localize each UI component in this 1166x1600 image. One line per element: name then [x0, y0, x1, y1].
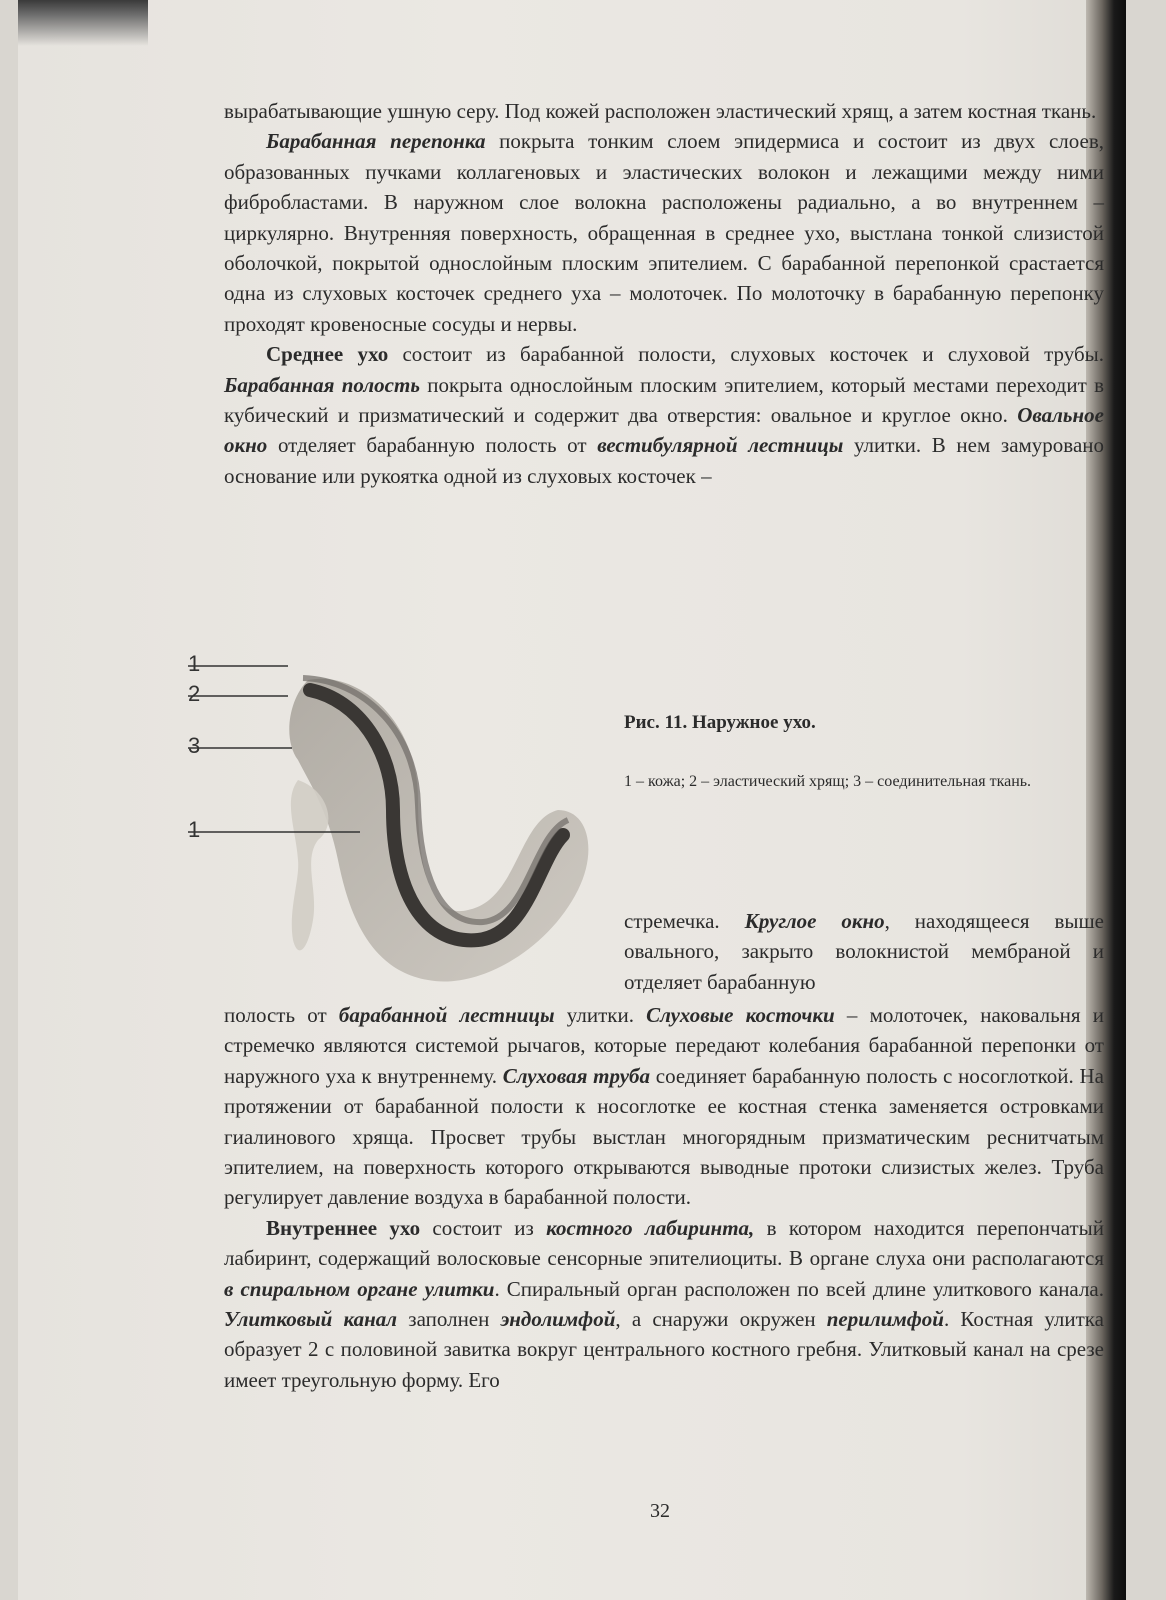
- text-block-top: [224, 96, 1104, 491]
- paragraph-1: вырабатывающие ушную серу. Под кожей расположен эластический хрящ, а затем костная ткань.: [224, 99, 1097, 123]
- figure-label-2: 2: [188, 681, 201, 706]
- figure-label-1b: 1: [188, 817, 201, 842]
- page-corner-shadow: [18, 0, 148, 46]
- paragraph-middle-ear: Среднее ухо состоит из барабанной полости, слуховых косточек и слуховой трубы. Барабанная полость покрыта однослойным плоским эпителием, который местами переходит в кубический и призматический и содержит два отверстия: овальное и круглое окно. Овальное окно отделяет барабанную полость от вестибулярной лестницы улитки. В нем замуровано основание или рукоятка одной из слуховых косточек –: [224, 342, 1105, 488]
- figure-label-1a: 1: [188, 651, 201, 676]
- text-beside-figure: стремечка. Круглое окно, находящееся выше овального, закрыто волокнистой мембраной и отделяет барабанную: [624, 909, 1104, 994]
- figure-label-3: 3: [188, 733, 201, 758]
- paragraph-inner-ear: Внутреннее ухо состоит из костного лабиринта, в котором находится перепончатый лабиринт, содержащий волосковые сенсорные эпителиоциты. В органе слуха они располагаются в спиральном органе улитки. Спиральный орган расположен по всей длине улиткового канала. Улитковый канал заполнен эндолимфой, а снаружи окружен перилимфой. Костная улитка образует 2 с половиной завитка вокруг центрального костного гребня. Улитковый канал на срезе имеет треугольную форму. Его: [224, 1215, 1104, 1392]
- figure-outer-ear-image: [188, 660, 608, 1000]
- paragraph-auditory: полость от барабанной лестницы улитки. Слуховые косточки – молоточек, наковальня и стремечко являются системой рычагов, которые передают колебания барабанной перепонки от наружного уха к внутреннему. Слуховая труба соединяет барабанную полость с носоглоткой. На протяжении от барабанной полости к носоглотке ее костная стенка заменяется островками гиалинового хряща. Просвет трубы выстлан многорядным призматическим реснитчатым эпителием, на поверхность которого открываются выводные протоки слизистых желез. Труба регулирует давление воздуха в барабанной полости.: [224, 1003, 1105, 1210]
- figure-title: Рис. 11. Наружное ухо.: [624, 712, 816, 733]
- page-number: 32: [650, 1500, 670, 1522]
- paragraph-tympanic-membrane: Барабанная перепонка покрыта тонким слоем эпидермиса и состоит из двух слоев, образованных пучками коллагеновых и эластических волокон и лежащими между ними фибробластами. В наружном слое волокна расположены радиально, а во внутреннем – циркулярно. Внутренняя поверхность, обращенная в среднее ухо, выстлана тонкой слизистой оболочкой, покрытой однослойным плоским эпителием. С барабанной перепонкой срастается одна из слуховых косточек среднего уха – молоточек. По молоточку в барабанную перепонку проходят кровеносные сосуды и нервы.: [224, 129, 1104, 336]
- loose-tissue-branch: [291, 780, 329, 950]
- figure-legend: 1 – кожа; 2 – эластический хрящ; 3 – соединительная ткань.: [624, 773, 1032, 790]
- text-block-bottom: [224, 1000, 1104, 1395]
